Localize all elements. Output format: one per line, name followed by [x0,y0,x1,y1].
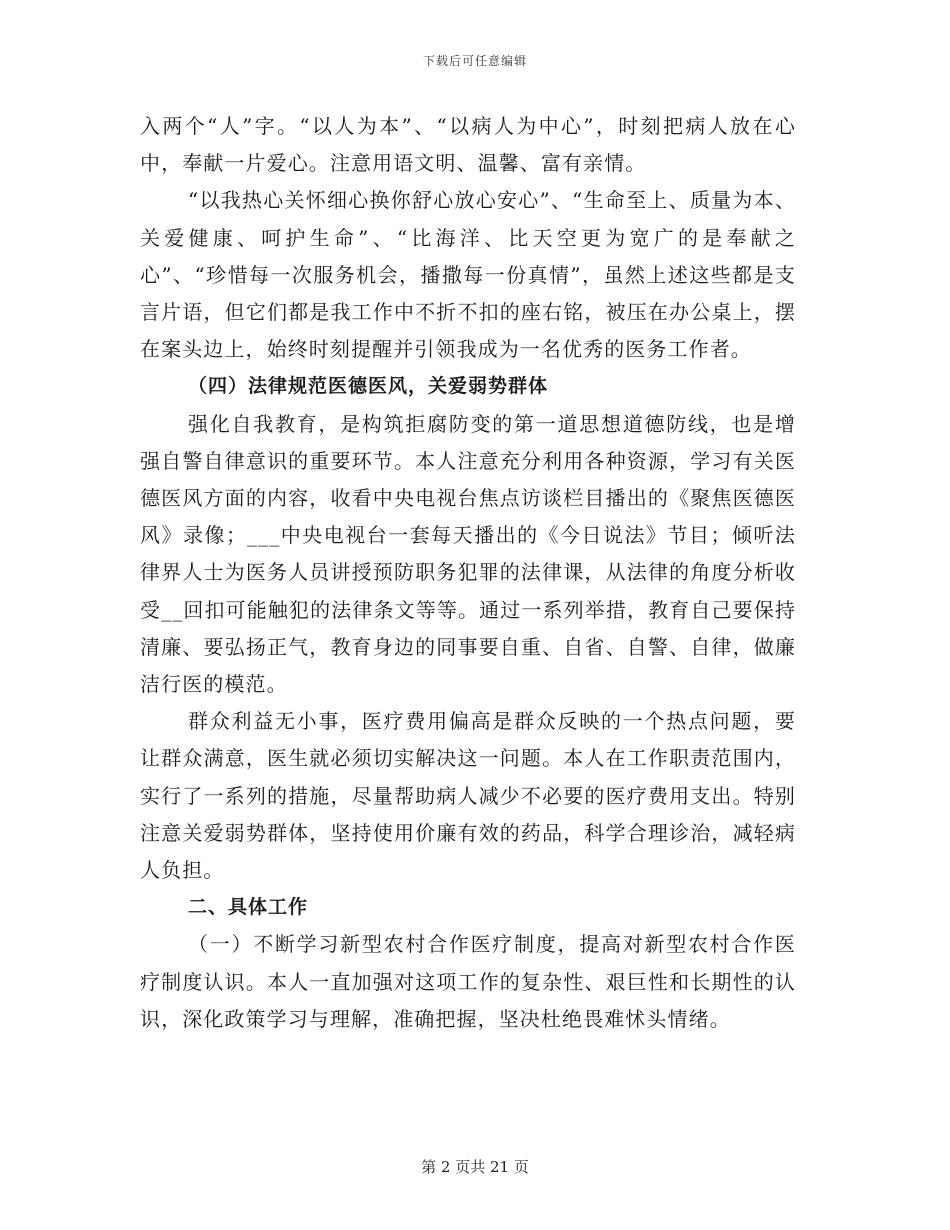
page-number-footer: 第 2 页共 21 页 [421,1158,529,1176]
section-heading-four: （四）法律规范医德医风，关爱弱势群体 [188,375,549,398]
section-heading-specific-work: 二、具体工作 [188,896,309,919]
paragraph-continuation: 入两个“人”字。“以人为本”、“以病人为中心”，时刻把病人放在心中，奉献一片爱心。注意用语文明、温馨、富有亲情。 [140,114,796,176]
document-body [140,108,796,1038]
page-header-note: 下载后可任意编辑 [422,54,527,68]
paragraph-patient-costs: 群众利益无小事，医疗费用偏高是群众反映的一个热点问题，要让群众满意，医生就必须切实解决这一问题。本人在工作职责范围内，实行了一系列的措施，尽量帮助病人减少不必要的医疗费用支出。特别注意关爱弱势群体，坚持使用价廉有效的药品，科学合理诊治，减轻病人负担。 [140,709,796,883]
paragraph-self-education: 强化自我教育，是构筑拒腐防变的第一道思想道德防线，也是增强自警自律意识的重要环节。本人注意充分利用各种资源，学习有关医德医风方面的内容，收看中央电视台焦点访谈栏目播出的《聚焦医德医风》录像；___中央电视台一套每天播出的《今日说法》节目；倾听法律界人士为医务人员讲授预防职务犯罪的法律课，从法律的角度分析收受__回扣可能触犯的法律条文等等。通过一系列举措，教育自己要保持清廉、要弘扬正气，教育身边的同事要自重、自省、自警、自律，做廉洁行医的模范。 [140,411,796,697]
paragraph-cooperative-medical: （一）不断学习新型农村合作医疗制度，提高对新型农村合作医疗制度认识。本人一直加强对这项工作的复杂性、艰巨性和长期性的认识，深化政策学习与理解，准确把握，坚决杜绝畏难怵头情绪。 [140,932,796,1031]
paragraph-mottos: “以我热心关怀细心换你舒心放心安心”、“生命至上、质量为本、关爱健康、呵护生命”、“比海洋、比天空更为宽广的是奉献之心”、“珍惜每一次服务机会，播撒每一份真情”，虽然上述这些都是支言片语，但它们都是我工作中不折不扣的座右铭，被压在办公桌上，摆在案头边上，始终时刻提醒并引领我成为一名优秀的医务工作者。 [140,188,796,362]
